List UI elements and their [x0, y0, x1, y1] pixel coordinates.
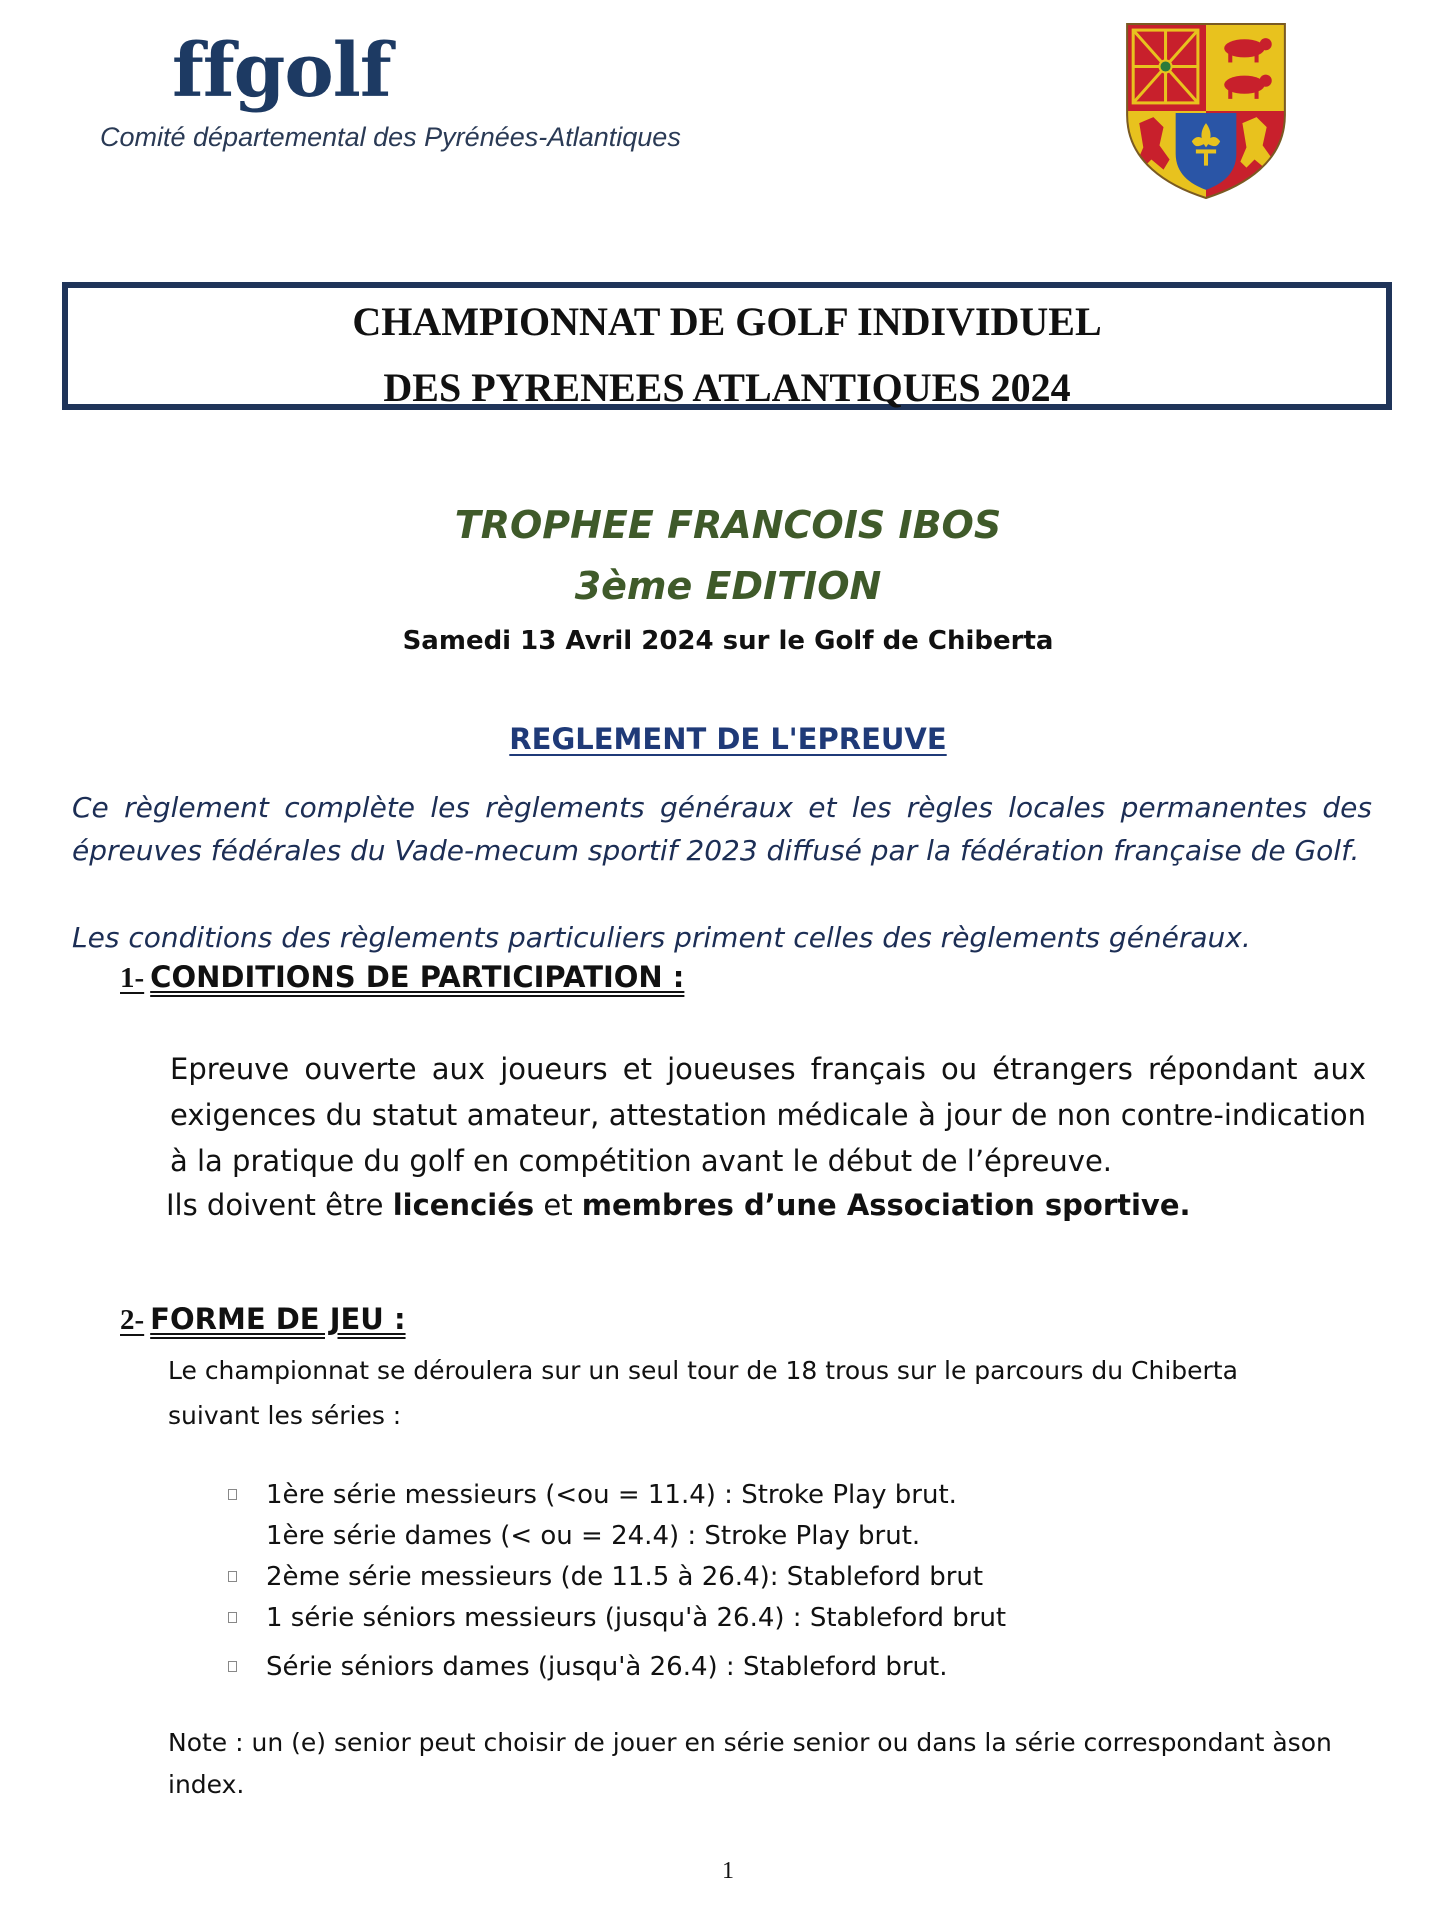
section-2-number: 2-: [120, 1304, 145, 1336]
coat-of-arms-icon: [1125, 22, 1287, 200]
section-2-heading: [120, 1302, 406, 1337]
section-1-heading: [120, 960, 684, 995]
license-text-b: licenciés: [392, 1188, 535, 1222]
trophy-name: TROPHEE FRANCOIS IBOS: [454, 503, 1002, 547]
regulation-title: REGLEMENT DE L'EPREUVE: [509, 722, 947, 756]
series-text: Série séniors dames (jusqu'à 26.4) : Stableford brut.: [266, 1652, 948, 1682]
license-text-a: Ils doivent être: [166, 1188, 393, 1222]
bullet-icon: [228, 1489, 237, 1500]
license-text-c: et: [534, 1188, 582, 1222]
section-1-title: CONDITIONS DE PARTICIPATION :: [150, 960, 685, 994]
list-item: [266, 1652, 947, 1682]
series-text: 1ère série messieurs (<ou = 11.4) : Stroke Play brut.: [266, 1480, 957, 1510]
section-2-body-line-2: suivant les séries :: [168, 1401, 402, 1430]
section-1-body: Epreuve ouverte aux joueurs et joueuses français ou étrangers répondant aux exigences du statut amateur, attestation médicale à jour de non contre-indication à la pratique du golf en compétition avant le début de l’épreuve.: [170, 1052, 1366, 1178]
list-item: [266, 1521, 920, 1551]
title-line-1: CHAMPIONNAT DE GOLF INDIVIDUEL: [352, 299, 1102, 344]
series-text: 1ère série dames (< ou = 24.4) : Stroke Play brut.: [266, 1521, 921, 1551]
regulation-intro: Ce règlement complète les règlements généraux et les règles locales permanentes des épreuves fédérales du Vade-mecum sportif 2023 diffusé par la fédération française de Golf.: [72, 791, 1372, 867]
page-number: 1: [722, 1858, 734, 1884]
event-date: Samedi 13 Avril 2024 sur le Golf de Chiberta: [402, 626, 1054, 656]
list-item: [266, 1562, 983, 1592]
license-text-d: membres d’une Association sportive.: [581, 1188, 1191, 1222]
trophy-edition: 3ème EDITION: [574, 564, 882, 608]
list-item: [266, 1480, 957, 1510]
section-2-body-line-1: Le championnat se déroulera sur un seul tour de 18 trous sur le parcours du Chiberta: [168, 1356, 1238, 1385]
bullet-icon: [228, 1661, 237, 1672]
series-text: 2ème série messieurs (de 11.5 à 26.4): Stableford brut: [266, 1562, 984, 1592]
regulation-intro-2: Les conditions des règlements particuliers priment celles des règlements généraux.: [72, 921, 1251, 954]
series-text: 1 série séniors messieurs (jusqu'à 26.4) : Stableford brut: [266, 1603, 1007, 1633]
section-2-body: [168, 1348, 1368, 1438]
title-box: [62, 282, 1392, 410]
section-2-title: FORME DE JEU :: [150, 1302, 406, 1336]
title-line-2: DES PYRENEES ATLANTIQUES 2024: [383, 365, 1071, 410]
ffgolf-logo: ffgolf: [172, 28, 391, 114]
section-1-number: 1-: [120, 962, 145, 994]
bullet-icon: [228, 1612, 237, 1623]
list-item: [266, 1603, 1006, 1633]
section-1-license-line: [166, 1188, 1366, 1222]
bullet-icon: [228, 1571, 237, 1582]
committee-subtitle: Comité départemental des Pyrénées-Atlantiques: [100, 122, 681, 152]
series-note: Note : un (e) senior peut choisir de jouer en série senior ou dans la série correspondant àson index.: [168, 1728, 1332, 1799]
